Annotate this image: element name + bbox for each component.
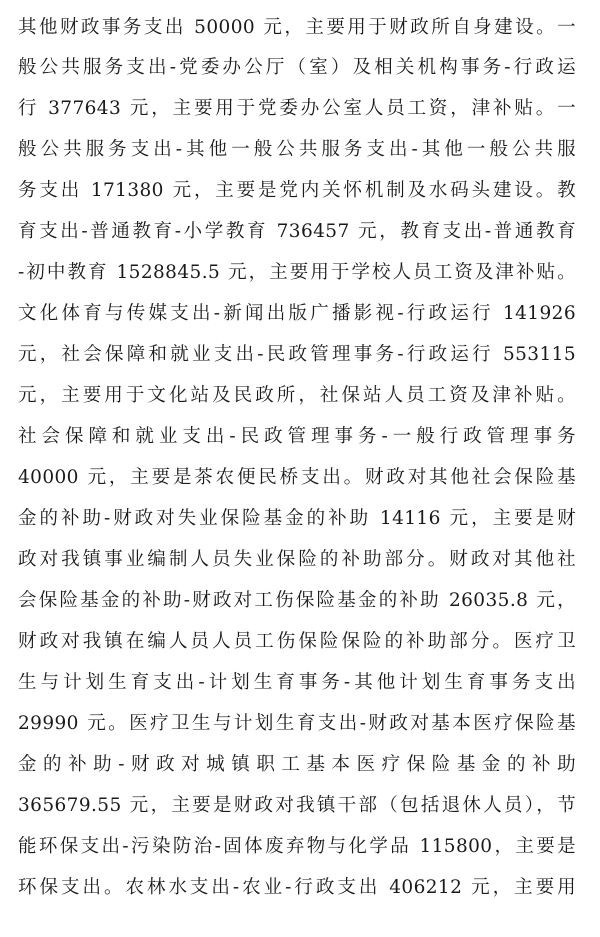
text-line: 生与计划生育支出-计划生育事务-其他计划生育事务支出: [18, 672, 576, 693]
text-line: 般公共服务支出-其他一般公共服务支出-其他一般公共服: [18, 139, 576, 160]
text-line: 文化体育与传媒支出-新闻出版广播影视-行政运行 141926: [18, 303, 576, 324]
text-line: 务支出 171380 元，主要是党内关怀机制及水码头建设。教: [18, 180, 576, 201]
text-line: 能环保支出-污染防治-固体废弃物与化学品 115800，主要是: [18, 836, 576, 857]
text-line: 金的补助-财政对失业保险基金的补助 14116 元，主要是财: [18, 508, 576, 529]
text-line: 般公共服务支出-党委办公厅（室）及相关机构事务-行政运: [18, 57, 576, 78]
text-line: 金的补助-财政对城镇职工基本医疗保险基金的补助: [18, 754, 576, 775]
text-line: 40000 元，主要是茶农便民桥支出。财政对其他社会保险基: [18, 467, 576, 488]
text-line: 财政对我镇在编人员人员工伤保险保险的补助部分。医疗卫: [18, 631, 576, 652]
text-line: 环保支出。农林水支出-农业-行政支出 406212 元，主要用: [18, 877, 576, 898]
text-line: 29990 元。医疗卫生与计划生育支出-财政对基本医疗保险基: [18, 713, 576, 734]
text-line: 会保险基金的补助-财政对工伤保险基金的补助 26035.8 元，: [18, 590, 576, 611]
text-line: 元，主要用于文化站及民政所，社保站人员工资及津补贴。: [18, 385, 576, 406]
text-line: -初中教育 1528845.5 元，主要用于学校人员工资及津补贴。: [18, 262, 576, 283]
text-line: 365679.55 元，主要是财政对我镇干部（包括退休人员），节: [18, 795, 576, 816]
text-line: 元，社会保障和就业支出-民政管理事务-行政运行 553115: [18, 344, 576, 365]
text-line: 社会保障和就业支出-民政管理事务-一般行政管理事务: [18, 426, 576, 447]
text-line: 政对我镇事业编制人员失业保险的补助部分。财政对其他社: [18, 549, 576, 570]
text-line: 其他财政事务支出 50000 元，主要用于财政所自身建设。一: [18, 17, 576, 38]
text-line: 育支出-普通教育-小学教育 736457 元，教育支出-普通教育: [18, 221, 576, 242]
text-line: 行 377643 元，主要用于党委办公室人员工资，津补贴。一: [18, 98, 576, 119]
